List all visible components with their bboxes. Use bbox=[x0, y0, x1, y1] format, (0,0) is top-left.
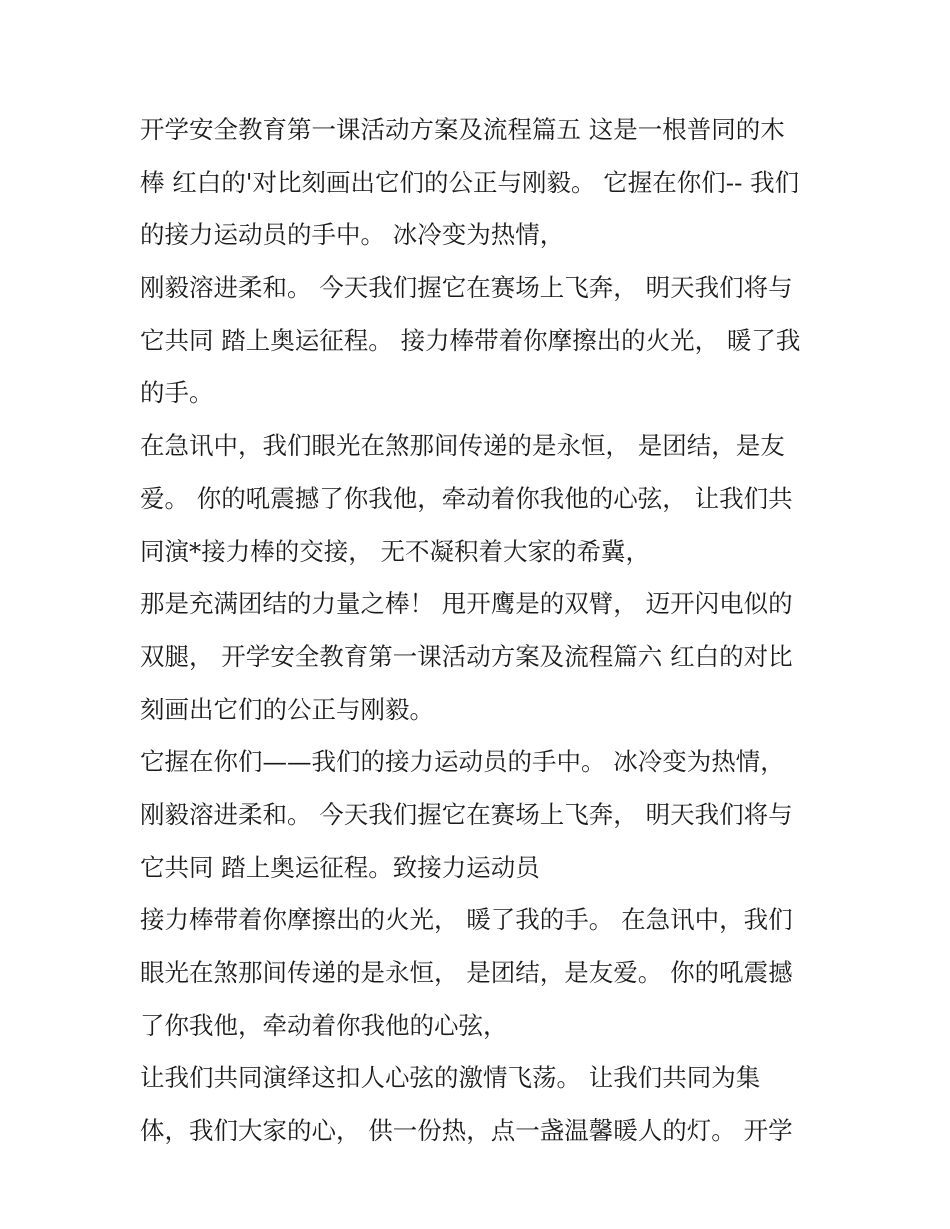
text-line: 的手。 bbox=[140, 378, 214, 408]
text-line: 刚毅溶进柔和。 今天我们握它在赛场上飞奔， 明天我们将与 bbox=[140, 799, 793, 829]
text-line: 开学安全教育第一课活动方案及流程篇五 这是一根普同的木 bbox=[140, 115, 785, 144]
text-line: 眼光在煞那间传递的是永恒， 是团结，是友爱。 你的吼震撼 bbox=[140, 958, 793, 987]
text-line: 体，我们大家的心， 供一份热，点一盏温馨暖人的灯。 开学 bbox=[140, 1116, 793, 1146]
text-line: 了你我他，牵动着你我他的心弦， bbox=[140, 1010, 508, 1040]
text-line: 爱。 你的吼震撼了你我他，牵动着你我他的心弦， 让我们共 bbox=[140, 483, 793, 513]
text-line: 刚毅溶进柔和。 今天我们握它在赛场上飞奔， 明天我们将与 bbox=[140, 273, 793, 303]
text-line: 同演*接力棒的交接， 无不凝积着大家的希冀， bbox=[140, 536, 651, 566]
text-line: 它共同 踏上奥运征程。 接力棒带着你摩擦出的火光， 暖了我 bbox=[140, 325, 801, 355]
text-line: 它共同 踏上奥运征程。致接力运动员 bbox=[140, 852, 540, 882]
body-text bbox=[140, 104, 820, 1158]
text-line: 刻画出它们的公正与刚毅。 bbox=[140, 694, 434, 724]
text-line: 在急讯中，我们眼光在煞那间传递的是永恒， 是团结，是友 bbox=[140, 431, 785, 461]
text-line: 接力棒带着你摩擦出的火光， 暖了我的手。 在急讯中，我们 bbox=[140, 905, 793, 935]
text-line: 双腿， 开学安全教育第一课活动方案及流程篇六 红白的对比 bbox=[140, 641, 793, 671]
text-line: 让我们共同演绎这扣人心弦的激情飞荡。 让我们共同为集 bbox=[140, 1063, 761, 1093]
text-line: 它握在你们——我们的接力运动员的手中。 冰冷变为热情， bbox=[140, 747, 785, 777]
text-line: 棒 红白的'对比刻画出它们的公正与刚毅。 它握在你们-- 我们 bbox=[140, 167, 800, 197]
text-line: 的接力运动员的手中。 冰冷变为热情， bbox=[140, 220, 565, 250]
text-line: 那是充满团结的力量之棒！ 甩开鹰是的双臂， 迈开闪电似的 bbox=[140, 589, 793, 619]
